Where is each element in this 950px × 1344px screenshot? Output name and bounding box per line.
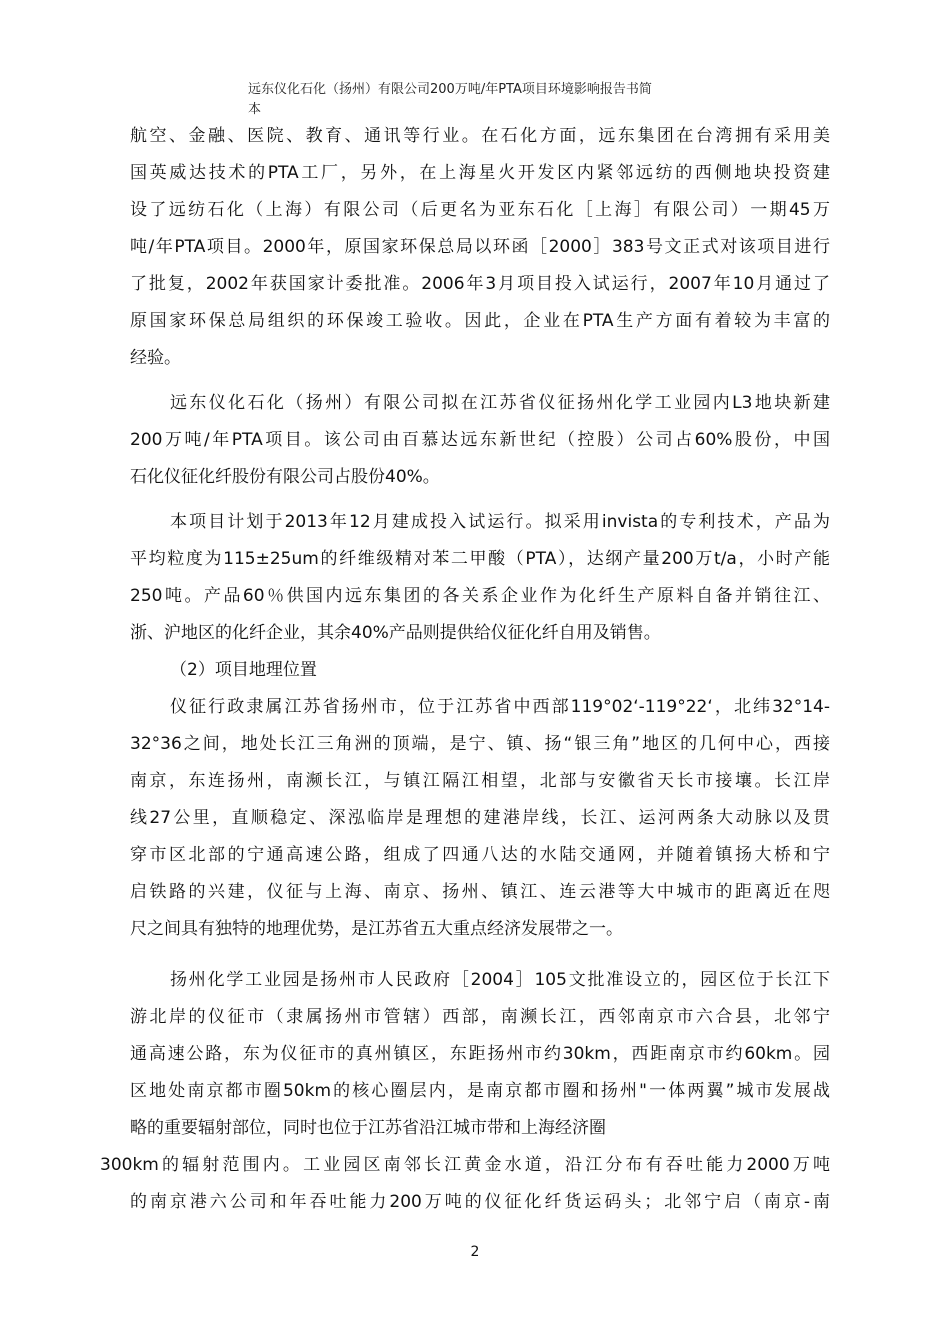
text-line: 经验。 — [130, 348, 181, 368]
text-line: 区地处南京都市圈50km的核心圈层内，是南京都市圈和扬州"一体两翼”城市发展战 — [130, 1081, 830, 1101]
running-header — [248, 80, 708, 120]
text-line: 300km的辐射范围内。工业园区南邻长江黄金水道，沿江分布有吞吐能力2000万吨 — [100, 1155, 830, 1175]
text-line: 尺之间具有独特的地理优势，是江苏省五大重点经济发展带之一。 — [130, 919, 623, 939]
page-number: 2 — [470, 1244, 480, 1260]
text-line: 游北岸的仪征市（隶属扬州市管辖）西部，南濒长江，西邻南京市六合县，北邻宁 — [130, 1007, 830, 1027]
text-line: 吨/年PTA项目。2000年，原国家环保总局以环函［2000］383号文正式对该项目进行 — [130, 237, 830, 257]
document-body — [100, 118, 830, 1221]
text-line: 200万吨/年PTA项目。该公司由百慕达远东新世纪（控股）公司占60%股份，中国 — [130, 430, 830, 450]
paragraph-company-background — [130, 118, 830, 377]
header-line-2: 本 — [248, 102, 262, 117]
text-line: 32°36之间，地处长江三角洲的顶端，是宁、镇、扬“银三角”地区的几何中心，西接 — [130, 734, 830, 754]
paragraph-chemical-park — [130, 962, 830, 1147]
text-line: 南京，东连扬州，南濒长江，与镇江隔江相望，北部与安徽省天长市接壤。长江岸 — [130, 771, 830, 791]
text-line: 平均粒度为115±25um的纤维级精对苯二甲酸（PTA），达纲产量200万t/a，小时产能 — [130, 549, 830, 569]
text-line: 扬州化学工业园是扬州市人民政府［2004］105文批准设立的，园区位于长江下 — [170, 970, 830, 990]
text-line: 通高速公路，东为仪征市的真州镇区，东距扬州市约30km，西距南京市约60km。园 — [130, 1044, 830, 1064]
text-line: 了批复，2002年获国家计委批准。2006年3月项目投入试运行，2007年10月通过了 — [130, 274, 830, 294]
text-line: 略的重要辐射部位，同时也位于江苏省沿江城市带和上海经济圈 — [130, 1118, 606, 1138]
text-line: 线27公里，直顺稳定、深泓临岸是理想的建港岸线，长江、运河两条大动脉以及贯 — [130, 808, 830, 828]
paragraph-project-plan — [130, 504, 830, 652]
text-line: 原国家环保总局组织的环保竣工验收。因此，企业在PTA生产方面有着较为丰富的 — [130, 311, 830, 331]
text-line: 国英威达技术的PTA工厂，另外，在上海星火开发区内紧邻远纺的西侧地块投资建 — [130, 163, 830, 183]
text-line: 穿市区北部的宁通高速公路，组成了四通八达的水陆交通网，并随着镇扬大桥和宁 — [130, 845, 830, 865]
paragraph-yizheng-location — [130, 689, 830, 948]
text-line: 启铁路的兴建，仪征与上海、南京、扬州、镇江、连云港等大中城市的距离近在咫 — [130, 882, 830, 902]
paragraph-project-owner — [130, 385, 830, 496]
text-line: 仪征行政隶属江苏省扬州市，位于江苏省中西部119°02‘-119°22‘，北纬32°14- — [170, 697, 830, 717]
text-line: 航空、金融、医院、教育、通讯等行业。在石化方面，远东集团在台湾拥有采用美 — [130, 126, 830, 146]
text-line: 设了远纺石化（上海）有限公司（后更名为亚东石化［上海］有限公司）一期45万 — [130, 200, 830, 220]
section-heading: （2）项目地理位置 — [170, 660, 317, 680]
text-line: 浙、沪地区的化纤企业，其余40%产品则提供给仪征化纤自用及销售。 — [130, 623, 661, 643]
text-line: 石化仪征化纤股份有限公司占股份40%。 — [130, 467, 440, 487]
header-line-1: 远东仪化石化（扬州）有限公司200万吨/年PTA项目环境影响报告书简 — [248, 82, 652, 97]
text-line: 250吨。产品60％供国内远东集团的各关系企业作为化纤生产原料自备并销往江、 — [130, 586, 830, 606]
text-line: 本项目计划于2013年12月建成投入试运行。拟采用invista的专利技术，产品为 — [170, 512, 830, 532]
text-line: 远东仪化石化（扬州）有限公司拟在江苏省仪征扬州化学工业园内L3地块新建 — [170, 393, 830, 413]
paragraph-transport — [100, 1147, 830, 1221]
text-line: 的南京港六公司和年吞吐能力200万吨的仪征化纤货运码头；北邻宁启（南京-南 — [130, 1192, 830, 1212]
